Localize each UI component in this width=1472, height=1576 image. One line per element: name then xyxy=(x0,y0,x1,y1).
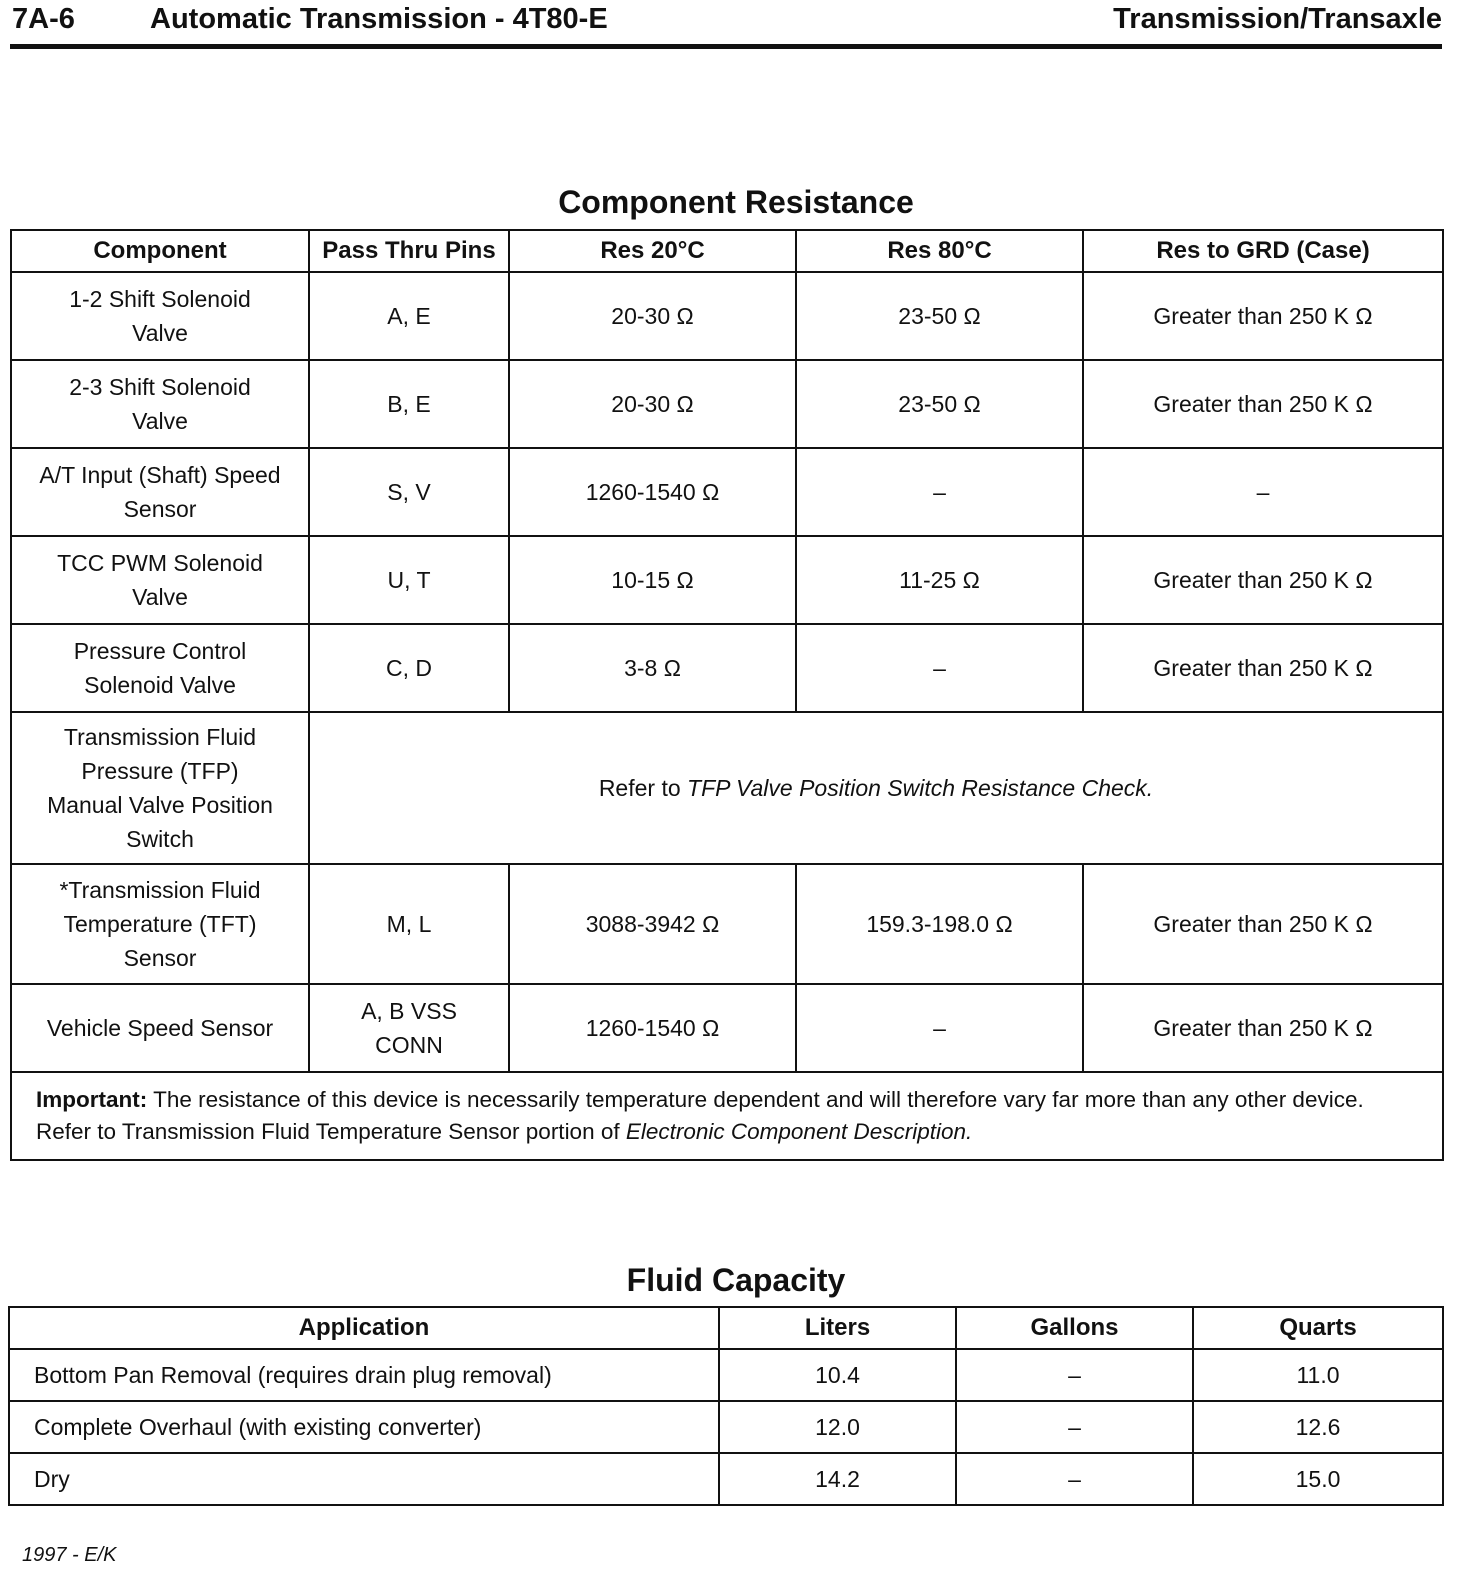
component-line: Manual Valve Position xyxy=(47,792,273,818)
res20-cell: 3-8 Ω xyxy=(509,624,796,712)
note-text: The resistance of this device is necessarily temperature dependent and will therefore vary far more than any other device. Refer to Transmission Fluid Temperature Sensor portion of xyxy=(36,1087,1364,1144)
component-line: 1-2 Shift Solenoid xyxy=(69,286,251,312)
pins-line: CONN xyxy=(375,1032,443,1058)
component-line: Solenoid Valve xyxy=(84,672,236,698)
pins-cell: A, E xyxy=(309,272,509,360)
res80-cell: 23-50 Ω xyxy=(796,272,1083,360)
component-line: Transmission Fluid xyxy=(63,724,257,750)
table-row xyxy=(11,536,1443,624)
table-row xyxy=(9,1401,1443,1453)
fluid-capacity-table xyxy=(8,1306,1444,1506)
res-ground-cell: Greater than 250 K Ω xyxy=(1083,624,1443,712)
component-line: Sensor xyxy=(123,945,197,971)
column-header: Res 20°C xyxy=(509,230,796,272)
component-resistance-caption: Component Resistance xyxy=(558,184,914,220)
component-line: Switch xyxy=(126,826,194,852)
application-cell: Dry xyxy=(9,1453,719,1505)
section-name: Transmission/Transaxle xyxy=(1113,3,1442,35)
column-header: Res 80°C xyxy=(796,230,1083,272)
column-header: Quarts xyxy=(1193,1307,1443,1349)
table-row-note xyxy=(11,1072,1443,1160)
component-line: A/T Input (Shaft) Speed xyxy=(39,462,281,488)
gallons-cell: – xyxy=(956,1401,1193,1453)
note-label: Important: xyxy=(36,1087,148,1112)
component-cell xyxy=(11,864,309,984)
res20-cell: 3088-3942 Ω xyxy=(509,864,796,984)
res-ground-cell: – xyxy=(1083,448,1443,536)
res20-cell: 1260-1540 Ω xyxy=(509,984,796,1072)
component-cell xyxy=(11,712,309,864)
column-header: Res to GRD (Case) xyxy=(1083,230,1443,272)
component-line: *Transmission Fluid xyxy=(59,877,261,903)
refer-cell xyxy=(309,712,1443,864)
quarts-cell: 11.0 xyxy=(1193,1349,1443,1401)
res80-cell: – xyxy=(796,448,1083,536)
component-line: Temperature (TFT) xyxy=(63,911,257,937)
pins-cell: U, T xyxy=(309,536,509,624)
table-row xyxy=(11,272,1443,360)
res80-cell: 11-25 Ω xyxy=(796,536,1083,624)
component-cell xyxy=(11,448,309,536)
refer-prefix: Refer to xyxy=(598,775,688,801)
res80-cell: 23-50 Ω xyxy=(796,360,1083,448)
page-title: Automatic Transmission - 4T80-E xyxy=(150,3,608,35)
res-ground-cell: Greater than 250 K Ω xyxy=(1083,984,1443,1072)
component-line: Pressure (TFP) xyxy=(81,758,239,784)
important-note xyxy=(11,1072,1443,1160)
gallons-cell: – xyxy=(956,1453,1193,1505)
res-ground-cell: Greater than 250 K Ω xyxy=(1083,864,1443,984)
page-footer: 1997 - E/K xyxy=(22,1544,117,1566)
table-header-row xyxy=(9,1307,1443,1349)
component-cell xyxy=(11,624,309,712)
liters-cell: 10.4 xyxy=(719,1349,956,1401)
table-row xyxy=(11,360,1443,448)
table-row xyxy=(11,448,1443,536)
component-line: Pressure Control xyxy=(73,638,247,664)
quarts-cell: 12.6 xyxy=(1193,1401,1443,1453)
application-cell: Complete Overhaul (with existing converter) xyxy=(9,1401,719,1453)
component-line: Valve xyxy=(132,408,188,434)
component-resistance-table xyxy=(10,229,1444,1161)
component-line: Valve xyxy=(132,320,188,346)
res80-cell: – xyxy=(796,624,1083,712)
component-line: Sensor xyxy=(123,496,197,522)
component-line: TCC PWM Solenoid xyxy=(57,550,263,576)
res20-cell: 20-30 Ω xyxy=(509,360,796,448)
quarts-cell: 15.0 xyxy=(1193,1453,1443,1505)
component-cell xyxy=(11,360,309,448)
application-cell: Bottom Pan Removal (requires drain plug removal) xyxy=(9,1349,719,1401)
component-line: Valve xyxy=(132,584,188,610)
table-row xyxy=(11,624,1443,712)
liters-cell: 14.2 xyxy=(719,1453,956,1505)
pins-cell xyxy=(309,984,509,1072)
note-reference: Electronic Component Description. xyxy=(625,1119,973,1144)
column-header: Gallons xyxy=(956,1307,1193,1349)
component-cell xyxy=(11,272,309,360)
column-header: Component xyxy=(11,230,309,272)
component-cell xyxy=(11,536,309,624)
table-row-vss xyxy=(11,984,1443,1072)
component-line: 2-3 Shift Solenoid xyxy=(69,374,251,400)
page-header xyxy=(10,0,1442,49)
res80-cell: 159.3-198.0 Ω xyxy=(796,864,1083,984)
res-ground-cell: Greater than 250 K Ω xyxy=(1083,272,1443,360)
pins-line: A, B VSS xyxy=(361,998,457,1024)
pins-cell: B, E xyxy=(309,360,509,448)
res20-cell: 10-15 Ω xyxy=(509,536,796,624)
gallons-cell: – xyxy=(956,1349,1193,1401)
column-header: Liters xyxy=(719,1307,956,1349)
res-ground-cell: Greater than 250 K Ω xyxy=(1083,360,1443,448)
table-row-tft xyxy=(11,864,1443,984)
res-ground-cell: Greater than 250 K Ω xyxy=(1083,536,1443,624)
res20-cell: 20-30 Ω xyxy=(509,272,796,360)
column-header: Pass Thru Pins xyxy=(309,230,509,272)
res20-cell: 1260-1540 Ω xyxy=(509,448,796,536)
section-code: 7A-6 xyxy=(12,3,75,35)
table-row xyxy=(9,1349,1443,1401)
column-header: Application xyxy=(9,1307,719,1349)
table-row-tfp xyxy=(11,712,1443,864)
pins-cell: C, D xyxy=(309,624,509,712)
refer-link-text: TFP Valve Position Switch Resistance Check. xyxy=(687,775,1154,801)
table-header-row xyxy=(11,230,1443,272)
pins-cell: M, L xyxy=(309,864,509,984)
fluid-capacity-caption: Fluid Capacity xyxy=(626,1262,846,1298)
table-row xyxy=(9,1453,1443,1505)
pins-cell: S, V xyxy=(309,448,509,536)
component-cell: Vehicle Speed Sensor xyxy=(11,984,309,1072)
liters-cell: 12.0 xyxy=(719,1401,956,1453)
res80-cell: – xyxy=(796,984,1083,1072)
